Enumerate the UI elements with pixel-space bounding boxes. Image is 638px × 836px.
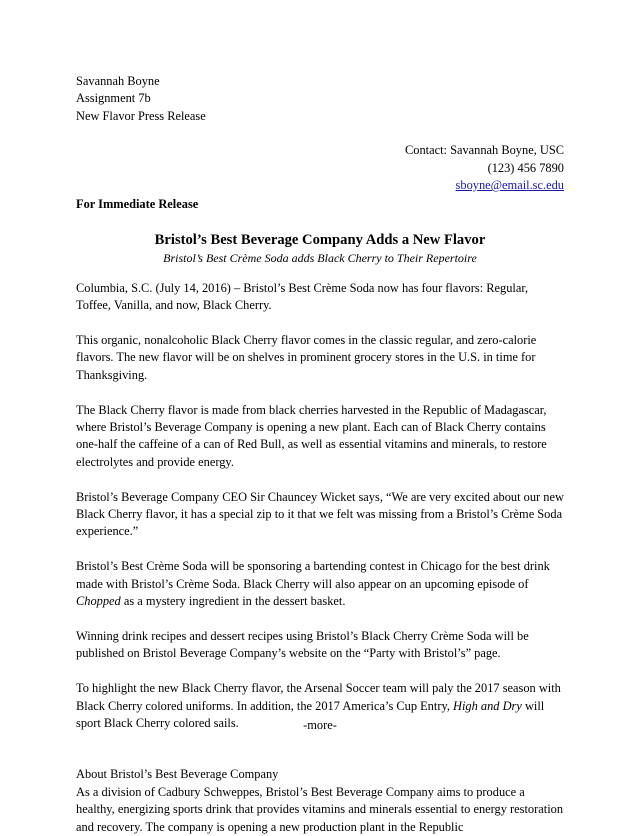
subheadline: Bristol’s Best Crème Soda adds Black Cherry to Their Repertoire (163, 250, 477, 265)
author-name: Savannah Boyne (76, 74, 160, 88)
paragraph-origin: The Black Cherry flavor is made from black cherries harvested in the Republic of Madagascar, where Bristol’s Beverage Company is opening a new plant. Each can of Black Cherry contains one-half the caffeine of a can of Red Bull, as well as essential vitamins and minerals, to restore electrolytes and provide energy. (76, 402, 547, 469)
paragraph-contest (76, 558, 564, 610)
sponsorship-text-start: To highlight the new Black Cherry flavor, the Arsenal Soccer team will paly the 2017 season with Black Cherry colored uniforms. In addition, the 2017 America’s Cup Entry, (76, 681, 561, 713)
contest-text-end: as a mystery ingredient in the dessert basket. (120, 594, 346, 609)
author-header (76, 73, 564, 125)
headline: Bristol’s Best Beverage Company Adds a New Flavor (154, 231, 486, 248)
contest-text-start: Bristol’s Best Crème Soda will be sponsoring a bartending contest in Chicago for the best drink made with Bristol’s Crème Soda. Black Cherry will also appear on an upcoming episode of (76, 559, 550, 591)
assignment-label: Assignment 7b (76, 91, 151, 106)
press-release-page (76, 73, 564, 836)
contact-email-link[interactable]: sboyne@email.sc.edu (455, 178, 564, 193)
contact-phone: (123) 456 7890 (487, 160, 564, 175)
show-title: Chopped (76, 594, 121, 609)
contact-name: Contact: Savannah Boyne, USC (405, 143, 564, 158)
document-title: New Flavor Press Release (76, 108, 206, 123)
sponsorship-text-end: will sport Black Cherry colored sails. (76, 698, 545, 730)
paragraph-dateline: Columbia, S.C. (July 14, 2016) – Bristol’s Best Crème Soda now has four flavors: Regular, Toffee, Vanilla, and now, Black Cherry. (76, 280, 529, 313)
release-label: For Immediate Release (76, 197, 199, 212)
paragraph-ceo-quote: Bristol’s Beverage Company CEO Sir Chauncey Wicket says, “We are very excited about our new Black Cherry flavor, it has a special zip to it that we felt was missing from a Bristol’s Crème Soda experience.” (76, 489, 564, 539)
contact-block (76, 142, 564, 194)
more-marker: -more- (303, 718, 337, 732)
about-text: As a division of Cadbury Schweppes, Bristol’s Best Beverage Company aims to produce a healthy, energizing sports drink that provides vitamins and minerals essential to energy restoration and recovery. The company is opening a new production plant in the Republic (76, 784, 564, 834)
about-section (76, 766, 564, 836)
paragraph-recipes: Winning drink recipes and dessert recipes using Bristol’s Black Cherry Crème Soda will be published on Bristol Beverage Company’s website on the “Party with Bristol’s” page. (76, 628, 529, 661)
paragraph-flavor: This organic, nonalcoholic Black Cherry flavor comes in the classic regular, and zero-calorie flavors. The new flavor will be on shelves in prominent grocery stores in the U.S. in time for Thanksgiving. (76, 333, 537, 382)
about-heading: About Bristol’s Best Beverage Company (76, 767, 279, 782)
yacht-name: High and Dry (453, 698, 522, 713)
